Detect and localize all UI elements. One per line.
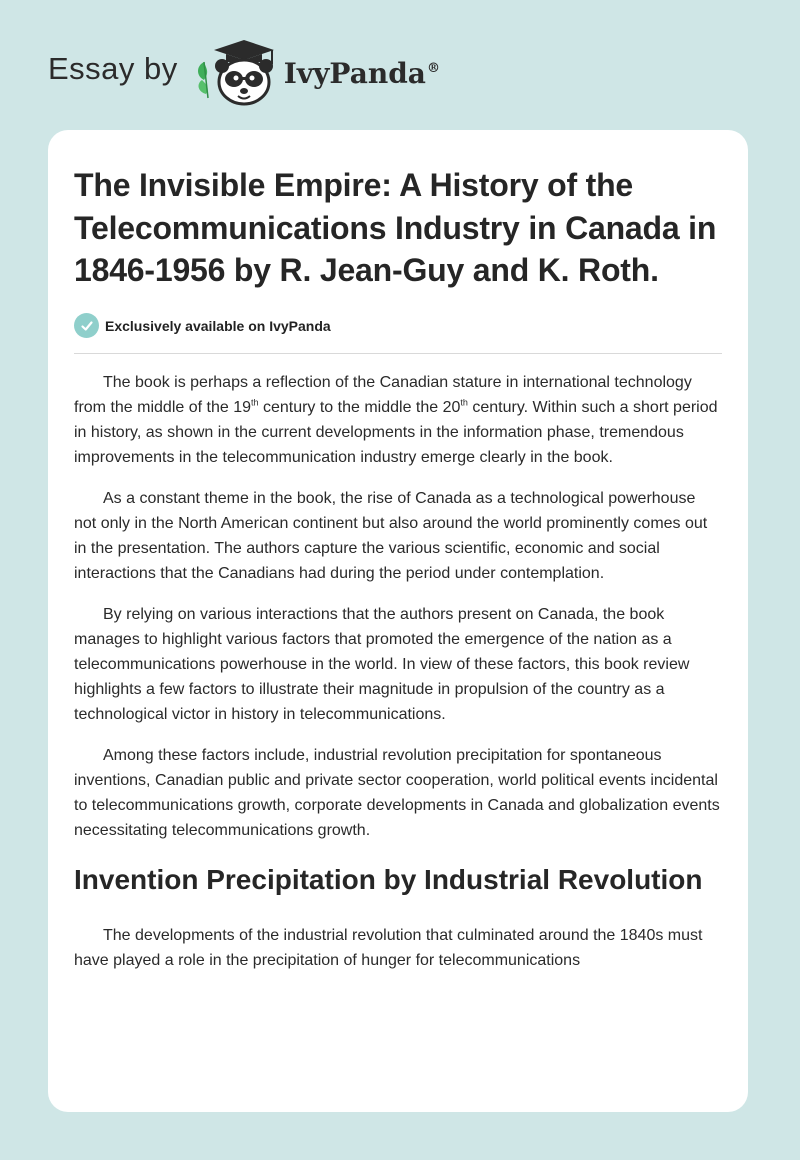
site-header-brand[interactable] bbox=[48, 36, 488, 108]
panda-logo-icon bbox=[192, 36, 278, 108]
paragraph-3: By relying on various interactions that the authors present on Canada, the book manages to highlight various factors that promoted the emergence of the nation as a telecommunications powerhouse in the world. In view of these factors, this book review highlights a few factors to illustrate their magnitude in propulsion of the country as a technological victor in history in telecommunications. bbox=[74, 605, 690, 723]
ivy-leaf-icon bbox=[198, 62, 208, 98]
checkmark-icon bbox=[74, 313, 99, 338]
exclusive-label: Exclusively available on IvyPanda bbox=[105, 317, 331, 334]
essay-content bbox=[74, 164, 722, 989]
paragraph-2: As a constant theme in the book, the rise of Canada as a technological powerhouse not only in the North American continent but also around the world prominently comes out in the presentation. The authors capture the various scientific, economic and social interactions that the Canadians had during the period under contemplation. bbox=[74, 489, 708, 582]
page-title: The Invisible Empire: A History of the Telecommunications Industry in Canada in 1846-1956 by R. Jean-Guy and K. Roth. bbox=[74, 167, 717, 288]
essay-by-label: Essay by bbox=[48, 51, 178, 86]
paragraph-4: Among these factors include, industrial revolution precipitation for spontaneous inventions, Canadian public and private sector cooperation, world political events incidental to telecommunications growth, corporate developments in Canada and globalization events necessitating telecommunications growth. bbox=[74, 746, 720, 839]
section-heading: Invention Precipitation by Industrial Revolution bbox=[74, 863, 703, 895]
essay-card bbox=[48, 130, 748, 1112]
paragraph-1: The book is perhaps a reflection of the Canadian stature in international technology from the middle of the 19th century to the middle the 20th century. Within such a short period in history, as shown in the current developments in the information phase, tremendous improvements in the telecommunication industry emerge clearly in the book. bbox=[74, 373, 718, 466]
divider bbox=[74, 353, 722, 354]
brand-name: IvyPanda® bbox=[283, 56, 440, 90]
paragraph-5: The developments of the industrial revolution that culminated around the 1840s must have played a role in the precipitation of hunger for telecommunications bbox=[74, 926, 703, 969]
essay-body bbox=[74, 370, 722, 973]
exclusive-badge bbox=[74, 313, 722, 339]
